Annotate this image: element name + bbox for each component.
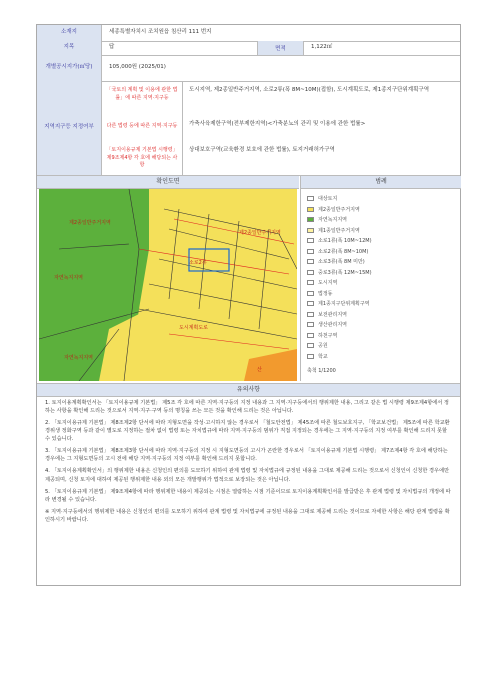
legend-swatch — [307, 322, 314, 327]
legend-label: 도시지역 — [318, 280, 338, 286]
note-paragraph-2: 2. 「토지이용규제 기본법」 제8조제2항 단서에 따라 지형도면을 작성·고시하지 않는 경우로서 「철도안전법」 제45조에 따른 철도보호지구, 「학교보건법」 제5조에 따른 학교환경위생 정화구역 등과 같이 별도로 지정하는 절차 없이 법령 또는 자치법규에 따라 지역·지구등의 범위가 직접 지정되는 경우에는 그 지역·지구등의 지정 여부를 확인해 드리지 못할 수 있습니다. — [45, 420, 450, 443]
legend-swatch — [307, 238, 314, 243]
legend-item — [307, 321, 347, 328]
legend-label: 제2종일반주거지역 — [318, 206, 360, 213]
category-value: 답 — [109, 44, 115, 50]
legend-label: 대상토지 — [318, 196, 338, 202]
legend-swatch — [307, 354, 314, 359]
map-label-1: 제2종일반주거지역 — [69, 220, 111, 226]
legend-label: 소로3류(폭 8M 미만) — [318, 259, 365, 265]
legend-item — [307, 332, 337, 339]
note-paragraph-6: ※ 지역·지구등에서의 행위제한 내용은 신청인의 편의를 도모하기 위하여 관계 법령 및 자치법규에 규정된 내용을 그대로 제공해 드리는 것이므로 자세한 사항은 해당 관계 법령을 확인하시기 바랍니다. — [45, 508, 450, 523]
legend-label: 소로2류(폭 8M~10M) — [318, 248, 369, 255]
address-label: 소재지 — [37, 25, 102, 41]
area-label: 면적 — [257, 41, 304, 55]
legend-item — [307, 342, 328, 349]
category-row — [37, 41, 460, 56]
legend-item — [307, 258, 365, 265]
legend-label: 공원 — [318, 343, 328, 349]
legend-label: 중로3류(폭 12M~15M) — [318, 269, 372, 276]
legend — [300, 189, 461, 381]
zoning-sublabel-2: 다른 법령 등에 따른 지역·지구등 — [106, 123, 178, 129]
legend-swatch — [307, 228, 314, 233]
legend-item — [307, 353, 328, 360]
zoning-map-graphic — [39, 189, 297, 381]
price-label: 개별공시지가(㎡당) — [37, 55, 102, 81]
legend-item — [307, 216, 347, 223]
legend-item — [307, 279, 337, 286]
legend-swatch — [307, 249, 314, 254]
legend-item — [307, 290, 333, 297]
legend-item — [307, 300, 369, 307]
price-value: 105,000원 (2025/01) — [109, 64, 166, 70]
price-row — [37, 55, 460, 82]
legend-item — [307, 195, 337, 202]
legend-swatch — [307, 270, 314, 275]
legend-swatch — [307, 259, 314, 264]
map-label-7: 산 — [257, 367, 262, 373]
map-label-3: 소로2류 — [189, 260, 207, 266]
legend-item — [307, 227, 360, 234]
legend-swatch — [307, 333, 314, 338]
legend-swatch — [307, 280, 314, 285]
zoning-map — [39, 189, 297, 381]
category-label: 지목 — [37, 41, 102, 55]
zoning-value-2: 가축사육제한구역(전부제한지역)<가축분뇨의 관리 및 이용에 관한 법률> — [189, 121, 366, 127]
legend-swatch — [307, 217, 314, 222]
legend-label: 하천구역 — [318, 332, 338, 339]
zoning-value-3: 상대보호구역(교육환경 보호에 관한 법률), 토지거래허가구역 — [189, 147, 335, 153]
map-label-2: 자연녹지지역 — [54, 275, 83, 281]
note-paragraph-3: 3. 「토지이용규제 기본법」 제8조제3항 단서에 따라 지역·지구등의 지정 시 지형도면등의 고시가 곤란한 경우로서 「토지이용규제 기본법 시행령」 제7조제4항 각 호에 해당하는 경우에는 그 지형도면등의 고시 전에 해당 지역·지구등의 지정 여부를 확인해 드리지 못합니다. — [45, 448, 448, 463]
address-row — [37, 25, 460, 42]
zoning-value-1: 도시지역, 제2종일반주거지역, 소로2류(폭 8M~10M)(접함), 도시계획도로, 제1종지구단위계획구역 — [189, 87, 430, 93]
address-value: 세종특별자치시 조치원읍 침산리 111 번지 — [109, 29, 212, 35]
legend-label: 제1종일반주거지역 — [318, 227, 360, 234]
map-scale: 축척 1/1200 — [307, 368, 336, 374]
map-label-6: 자연녹지지역 — [64, 355, 93, 361]
legend-title: 범례 — [300, 176, 461, 189]
legend-swatch — [307, 301, 314, 306]
notes-body — [45, 399, 452, 528]
legend-swatch — [307, 207, 314, 212]
zoning-row — [37, 81, 460, 176]
area-value: 1,122㎡ — [311, 44, 333, 50]
zoning-label: 지역지구등 지정여부 — [37, 81, 102, 175]
map-title: 확인도면 — [37, 176, 299, 189]
legend-swatch — [307, 343, 314, 348]
legend-swatch — [307, 291, 314, 296]
legend-item — [307, 237, 372, 244]
map-label-5: 도시계획도로 — [179, 325, 208, 331]
note-paragraph-1: 1. 토지이용계획확인서는 「토지이용규제 기본법」 제5조 각 호에 따른 지역·지구등의 지정 내용과 그 지역·지구등에서의 행위제한 내용, 그리고 같은 법 시행령 제9조제4항에서 정하는 사항을 확인해 드리는 것으로서 지역·지구·구역 등의 명칭을 쓰는 모든 것을 확인해 드리는 것은 아닙니다. — [45, 400, 449, 415]
legend-item — [307, 269, 372, 276]
map-label-4: 제2종일반주거지역 — [239, 230, 281, 236]
legend-label: 자연녹지지역 — [318, 217, 347, 223]
zoning-sublabels — [102, 81, 183, 175]
legend-label: 생산관리지역 — [318, 322, 347, 328]
legend-swatch — [307, 196, 314, 201]
legend-label: 학교 — [318, 353, 328, 360]
legend-item — [307, 248, 368, 255]
legend-swatch — [307, 312, 314, 317]
legend-label: 제1종지구단위계획구역 — [318, 301, 370, 307]
legend-label: 보전관리지역 — [318, 311, 347, 318]
legend-label: 소로1류(폭 10M~12M) — [318, 238, 372, 244]
note-paragraph-5: 5. 「토지이용규제 기본법」 제9조제4항에 따라 행위제한 내용이 제공되는 시점은 열람하는 시점 기준이므로 토지이용계획확인서를 발급받은 후 관계 법령 및 자치법규의 개정에 따라 변경될 수 있습니다. — [45, 488, 451, 503]
zoning-sublabel-1: 「국토의 계획 및 이용에 관한 법률」에 따른 지역·지구등 — [106, 87, 178, 101]
legend-item — [307, 206, 360, 213]
note-paragraph-4: 4. 「토지이용계획확인서」의 행위제한 내용은 신청인의 편의를 도모하기 위하여 관계 법령 및 자치법규에 규정된 내용을 그대로 제공해 드리는 것으로서 신청인이 신청한 경우에만 제공되며, 신청 토지에 대하여 제공된 행위제한 내용 외의 모든 개발행위가 법적으로 보장되는 것은 아닙니다. — [45, 468, 450, 483]
notes-title: 유의사항 — [37, 383, 460, 397]
legend-label: 법정동 — [318, 290, 333, 297]
legend-item — [307, 311, 347, 318]
land-use-document — [36, 24, 461, 586]
zoning-sublabel-3: 「토지이용규제 기본법 시행령」 제9조제4항 각 호에 해당되는 사항 — [106, 147, 178, 168]
